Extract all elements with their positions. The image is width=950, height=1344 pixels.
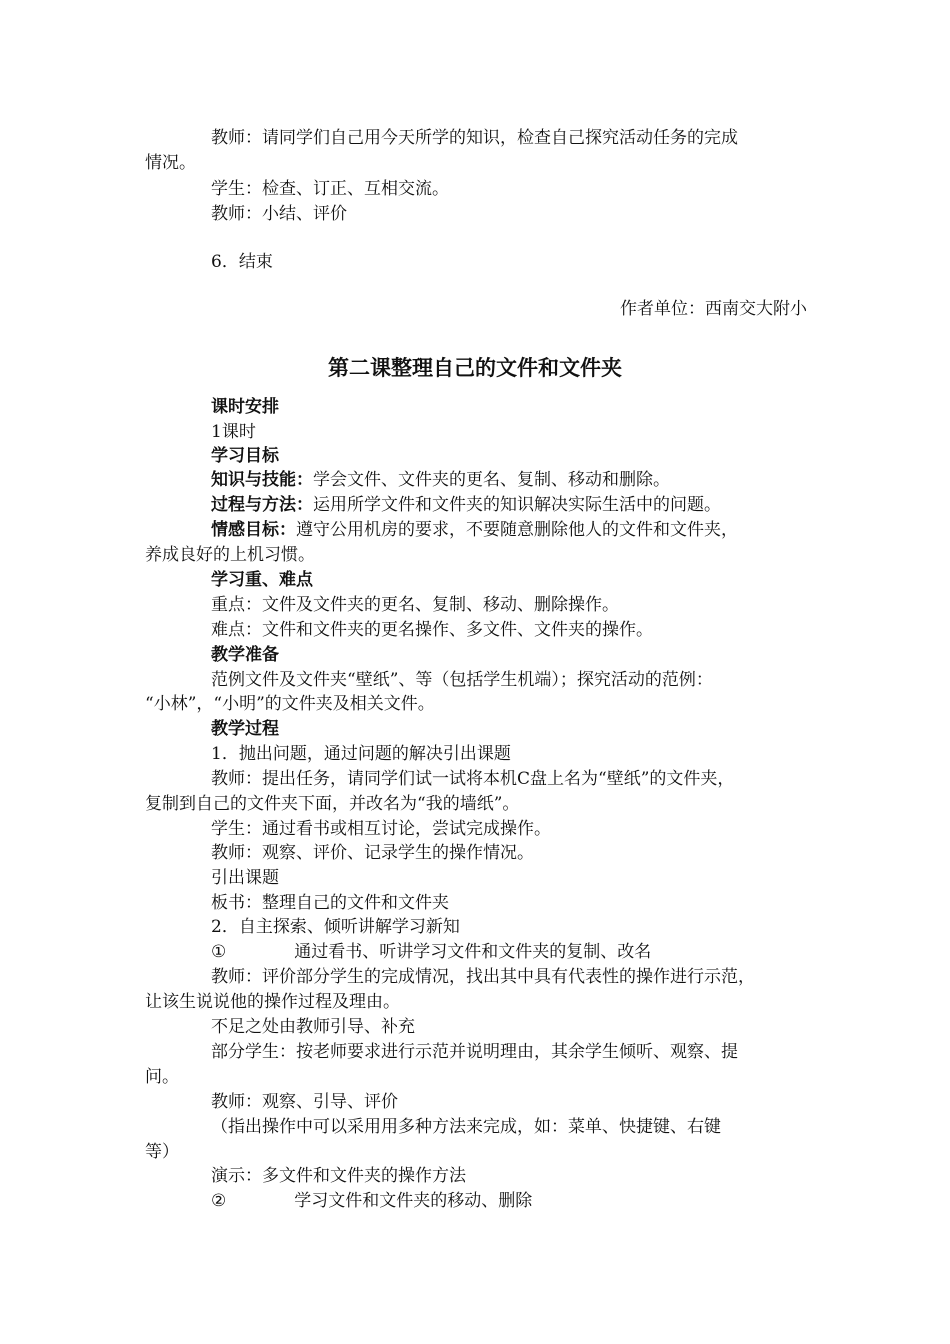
teacher-task: 教师：提出任务，请同学们试一试将本机C盘上名为“壁纸”的文件夹， [211,769,735,789]
goal-emotion-cont: 养成良好的上机习惯。 [145,545,315,565]
sub-item-2 [211,1189,810,1213]
sub-item-1-number: ① [211,942,227,962]
paragraph-student-check: 学生：检查、订正、互相交流。 [211,179,449,199]
difficult-point: 难点：文件和文件夹的更名操作、多文件、文件夹的操作。 [211,620,653,640]
heading-prep: 教学准备 [211,645,279,665]
teacher-evaluate-cont: 让该生说说他的操作过程及理由。 [145,992,400,1012]
teacher-evaluate: 教师：评价部分学生的完成情况，找出其中具有代表性的操作进行示范， [211,967,755,987]
step-2: 2．自主探索、倾听讲解学习新知 [211,917,460,937]
goal-knowledge [211,468,810,492]
demo-text: 演示：多文件和文件夹的操作方法 [211,1166,466,1186]
paragraph-teacher-summary: 教师：小结、评价 [211,204,347,224]
student-try: 学生：通过看书或相互讨论，尝试完成操作。 [211,819,551,839]
students-demo-cont: 问。 [145,1067,179,1087]
goal-knowledge-text: 学会文件、文件夹的更名、复制、移动和删除。 [313,470,670,490]
methods-note-cont: 等） [145,1142,179,1162]
sub-item-2-number: ② [211,1191,227,1211]
board-writing: 板书：整理自己的文件和文件夹 [211,893,449,913]
teacher-supplement: 不足之处由教师引导、补充 [211,1017,415,1037]
schedule-text: 1课时 [211,422,256,442]
author-unit: 作者单位：西南交大附小 [620,299,807,319]
goal-process-label: 过程与方法： [211,495,313,515]
sub-item-1-text: 通过看书、听讲学习文件和文件夹的复制、改名 [294,942,652,962]
step-end: 6．结束 [211,252,273,272]
heading-process: 教学过程 [211,719,279,739]
intro-topic: 引出课题 [211,868,279,888]
students-demo: 部分学生：按老师要求进行示范并说明理由，其余学生倾听、观察、提 [211,1042,738,1062]
goal-emotion [211,518,810,542]
goal-process-text: 运用所学文件和文件夹的知识解决实际生活中的问题。 [313,495,721,515]
paragraph-teacher-check-cont: 情况。 [145,153,196,173]
goal-knowledge-label: 知识与技能： [211,470,313,490]
teacher-task-cont: 复制到自己的文件夹下面，并改名为“我的墙纸”。 [145,794,520,814]
sub-item-1 [211,940,810,964]
heading-goals: 学习目标 [211,446,279,466]
teacher-guide: 教师：观察、引导、评价 [211,1092,398,1112]
step-1: 1．抛出问题，通过问题的解决引出课题 [211,744,511,764]
paragraph-teacher-check: 教师：请同学们自己用今天所学的知识，检查自己探究活动任务的完成 [211,128,738,148]
prep-text: 范例文件及文件夹“壁纸”、等（包括学生机端）；探究活动的范例： [211,670,713,690]
heading-schedule: 课时安排 [211,397,279,417]
goal-emotion-label: 情感目标： [211,520,296,540]
key-point: 重点：文件及文件夹的更名、复制、移动、删除操作。 [211,595,619,615]
prep-text-cont: “小林”，“小明”的文件夹及相关文件。 [145,694,435,714]
methods-note: （指出操作中可以采用用多种方法来完成，如：菜单、快捷键、右键 [211,1117,721,1137]
goal-process [211,493,810,517]
lesson-title: 第二课整理自己的文件和文件夹 [328,356,622,380]
teacher-observe: 教师：观察、评价、记录学生的操作情况。 [211,843,534,863]
sub-item-2-text: 学习文件和文件夹的移动、删除 [294,1191,533,1211]
heading-keypoints: 学习重、难点 [211,570,313,590]
goal-emotion-text: 遵守公用机房的要求，不要随意删除他人的文件和文件夹， [296,520,738,540]
